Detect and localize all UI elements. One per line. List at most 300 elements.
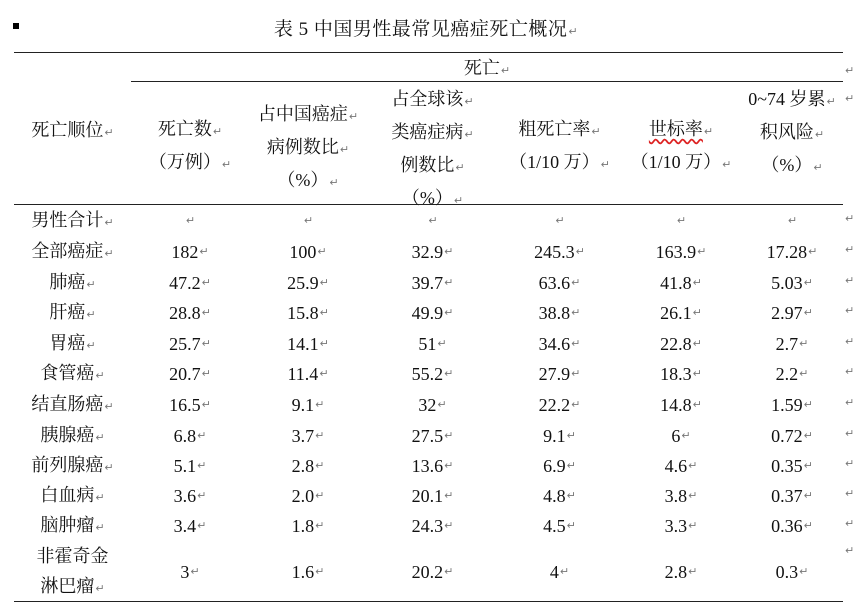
- table-cell: [741, 298, 843, 328]
- cell-value: 3.3: [664, 516, 688, 536]
- paragraph-mark: ↵: [86, 338, 96, 352]
- header-text-line: 男性合计: [31, 209, 104, 230]
- paragraph-mark: ↵: [692, 337, 702, 350]
- header-row-label: [14, 115, 131, 148]
- paragraph-mark: ↵: [95, 490, 105, 504]
- cell-value: 2.2: [775, 364, 799, 384]
- paragraph-mark: ↵: [104, 215, 114, 229]
- table-cell: [741, 481, 843, 511]
- paragraph-mark: ↵: [566, 489, 576, 502]
- row-end-mark: ↵: [845, 243, 854, 256]
- header-text-line: 类癌症病: [391, 122, 464, 142]
- paragraph-mark: ↵: [199, 245, 209, 258]
- table-cell: [621, 390, 741, 420]
- paragraph-mark: ↵: [688, 519, 698, 532]
- cell-value: 3.7: [291, 426, 315, 446]
- paragraph-mark: ↵: [201, 276, 211, 289]
- header-text-line: （1/10 万）: [630, 152, 722, 172]
- row-label: [14, 298, 131, 328]
- paragraph-mark: ↵: [201, 337, 211, 350]
- header-text-line: 食管癌: [40, 362, 95, 383]
- paragraph-mark: ↵: [348, 110, 359, 123]
- cell-value: 2.8: [664, 562, 688, 582]
- cell-value: 25.7: [169, 334, 201, 354]
- table-cell: [741, 511, 843, 541]
- cell-value: 0.3: [775, 562, 799, 582]
- cell-value: 163.9: [655, 242, 697, 262]
- paragraph-mark: ↵: [95, 581, 105, 595]
- cell-value: 20.7: [169, 364, 201, 384]
- row-label: [14, 481, 131, 511]
- table-cell: [621, 359, 741, 389]
- cell-value: 2.8: [291, 456, 315, 476]
- header-text-line: 病例数比: [266, 137, 339, 157]
- cell-value: 47.2: [169, 273, 201, 293]
- table-cell: [131, 237, 249, 267]
- table-caption: [0, 14, 852, 41]
- table-cell: [249, 421, 367, 451]
- table-cell: [741, 390, 843, 420]
- row-end-mark: ↵: [845, 335, 854, 348]
- cell-value: 5.03: [771, 273, 803, 293]
- cell-value: 18.3: [660, 364, 692, 384]
- cell-value: 15.8: [287, 303, 319, 323]
- table-cell: [131, 298, 249, 328]
- paragraph-mark: ↵: [190, 565, 200, 578]
- cell-value: 20.1: [411, 486, 444, 506]
- table-cell: [498, 481, 621, 511]
- paragraph-mark: ↵: [575, 245, 585, 258]
- paragraph-mark: ↵: [803, 459, 813, 472]
- cell-value: 100: [289, 242, 317, 262]
- row-end-mark: ↵: [845, 396, 854, 409]
- table-cell: [367, 451, 498, 481]
- paragraph-mark: ↵: [464, 95, 474, 108]
- table-cell: [131, 206, 249, 236]
- table-cell: [249, 390, 367, 420]
- header-text-line: 例数比: [400, 155, 455, 175]
- cell-value: 38.8: [538, 303, 571, 323]
- table-cell: [249, 237, 367, 267]
- cell-value: 2.97: [771, 303, 803, 323]
- paragraph-mark: ↵: [688, 459, 698, 472]
- paragraph-mark: ↵: [799, 337, 809, 350]
- table-cell: [131, 421, 249, 451]
- cell-value: 4.8: [543, 486, 566, 506]
- paragraph-mark: ↵: [319, 276, 329, 289]
- row-end-mark: ↵: [845, 304, 854, 317]
- header-text-line: 死亡顺位: [31, 120, 104, 140]
- paragraph-mark: ↵: [803, 519, 813, 532]
- table-cell: [621, 206, 741, 236]
- table-cell: [498, 451, 621, 481]
- paragraph-mark: ↵: [95, 430, 105, 444]
- paragraph-mark: ↵: [826, 95, 836, 108]
- caption-number: 表 5: [273, 19, 309, 40]
- cell-value: 32: [418, 395, 437, 415]
- header-text-line: （%）: [761, 155, 813, 175]
- table-cell: [131, 557, 249, 587]
- header-text-line: 粗死亡率: [518, 119, 591, 139]
- row-label: [14, 511, 131, 541]
- paragraph-mark: ↵: [315, 519, 325, 532]
- header-text-line: 胰腺癌: [40, 424, 95, 445]
- paragraph-mark: ↵: [464, 128, 474, 141]
- paragraph-mark: ↵: [428, 214, 438, 227]
- paragraph-mark: ↵: [692, 276, 702, 289]
- header-text-line: 占全球该: [391, 89, 464, 109]
- paragraph-mark: ↵: [799, 367, 809, 380]
- paragraph-mark: ↵: [555, 214, 565, 227]
- header-column-6: [741, 84, 843, 183]
- paragraph-mark: ↵: [437, 398, 447, 411]
- paragraph-mark: ↵: [681, 429, 691, 442]
- paragraph-mark: ↵: [559, 565, 570, 578]
- row-label: [14, 359, 131, 389]
- paragraph-mark: ↵: [571, 276, 581, 289]
- table-cell: [131, 511, 249, 541]
- cell-value: 4.6: [664, 456, 688, 476]
- header-text-line: （1/10 万）: [509, 152, 600, 172]
- cell-value: 20.2: [411, 562, 444, 582]
- cell-value: 25.9: [287, 273, 319, 293]
- paragraph-mark: ↵: [339, 143, 350, 156]
- header-column-1: [131, 114, 249, 180]
- paragraph-mark: ↵: [803, 276, 813, 289]
- header-text-line: 非霍奇金: [36, 545, 109, 566]
- paragraph-mark: ↵: [197, 459, 207, 472]
- cell-value: 9.1: [543, 426, 566, 446]
- cell-value: 41.8: [660, 273, 692, 293]
- header-text-line: 前列腺癌: [31, 454, 104, 475]
- table-cell: [498, 298, 621, 328]
- table-cell: [621, 451, 741, 481]
- table-cell: [367, 298, 498, 328]
- paragraph-mark: ↵: [566, 519, 576, 532]
- paragraph-mark: ↵: [571, 337, 581, 350]
- header-text-line: 占中国癌症: [257, 104, 348, 124]
- row-label: [14, 268, 131, 298]
- header-text-line: 白血病: [40, 484, 95, 505]
- row-label: [14, 237, 131, 267]
- paragraph-mark: ↵: [722, 158, 732, 171]
- table-cell: [131, 451, 249, 481]
- table-cell: [249, 481, 367, 511]
- paragraph-mark: ↵: [803, 429, 813, 442]
- paragraph-mark: ↵: [437, 337, 447, 350]
- paragraph-mark: ↵: [201, 367, 211, 380]
- cell-value: 22.8: [660, 334, 692, 354]
- table-cell: [621, 329, 741, 359]
- header-text-line: 积风险: [759, 122, 814, 142]
- paragraph-mark: ↵: [814, 128, 825, 141]
- table-cell: [367, 237, 498, 267]
- row-label: [14, 206, 131, 236]
- paragraph-mark: ↵: [444, 565, 454, 578]
- cell-value: 3: [180, 562, 190, 582]
- cell-value: 3.6: [173, 486, 197, 506]
- cell-value: 63.6: [538, 273, 571, 293]
- table-cell: [498, 237, 621, 267]
- paragraph-mark: ↵: [568, 25, 579, 38]
- table-cell: [367, 390, 498, 420]
- table-cell: [367, 268, 498, 298]
- paragraph-mark: ↵: [86, 277, 96, 291]
- table-cell: [621, 421, 741, 451]
- table-cell: [741, 451, 843, 481]
- table-cell: [498, 359, 621, 389]
- table-cell: [498, 421, 621, 451]
- paragraph-mark: ↵: [197, 489, 207, 502]
- row-label: [14, 390, 131, 420]
- paragraph-mark: ↵: [444, 276, 454, 289]
- table-cell: [498, 390, 621, 420]
- table-bottom-rule: [14, 601, 843, 602]
- paragraph-mark: ↵: [600, 158, 610, 171]
- table-cell: [249, 511, 367, 541]
- paragraph-mark: ↵: [315, 429, 325, 442]
- cell-value: 16.5: [169, 395, 201, 415]
- cell-value: 6.9: [543, 456, 566, 476]
- cell-value: 3.8: [664, 486, 688, 506]
- row-end-mark: ↵: [845, 517, 854, 530]
- table-cell: [367, 206, 498, 236]
- row-end-mark: ↵: [845, 427, 854, 440]
- header-column-5: [621, 114, 741, 180]
- paragraph-mark: ↵: [197, 429, 207, 442]
- paragraph-mark: ↵: [86, 307, 96, 321]
- paragraph-mark: ↵: [185, 214, 196, 227]
- paragraph-mark: ↵: [803, 398, 813, 411]
- cell-value: 0.72: [771, 426, 803, 446]
- header-text-line: （%）: [277, 170, 329, 190]
- paragraph-mark: ↵: [808, 245, 818, 258]
- header-text-line: （%）: [401, 188, 453, 208]
- cell-value: 0.36: [771, 516, 803, 536]
- cell-value: 4: [549, 562, 559, 582]
- table-top-rule: [14, 52, 843, 53]
- table-cell: [498, 206, 621, 236]
- table-cell: [621, 511, 741, 541]
- header-text-line: 0~74 岁累: [748, 89, 826, 109]
- paragraph-mark: ↵: [201, 306, 211, 319]
- table-cell: [249, 329, 367, 359]
- paragraph-mark: ↵: [591, 125, 601, 138]
- paragraph-mark: ↵: [566, 459, 576, 472]
- paragraph-mark: ↵: [787, 214, 798, 227]
- paragraph-mark: ↵: [197, 519, 207, 532]
- row-end-mark: ↵: [845, 274, 854, 287]
- paragraph-mark: ↵: [95, 520, 105, 534]
- cell-value: 11.4: [287, 364, 319, 384]
- paragraph-mark: ↵: [803, 306, 813, 319]
- row-end-mark: ↵: [845, 92, 854, 105]
- cell-value: 14.8: [660, 395, 692, 415]
- header-span-death: [131, 54, 843, 80]
- cell-value: 13.6: [411, 456, 444, 476]
- paragraph-mark: ↵: [221, 158, 232, 171]
- table-cell: [367, 481, 498, 511]
- paragraph-mark: ↵: [315, 459, 325, 472]
- table-cell: [741, 268, 843, 298]
- paragraph-mark: ↵: [444, 519, 454, 532]
- cell-value: 245.3: [534, 242, 575, 262]
- table-cell: [131, 359, 249, 389]
- cell-value: 34.6: [538, 334, 571, 354]
- cell-value: 27.5: [411, 426, 444, 446]
- paragraph-mark: ↵: [104, 126, 114, 139]
- paragraph-mark: ↵: [676, 214, 687, 227]
- paragraph-mark: ↵: [703, 125, 714, 138]
- paragraph-mark: ↵: [500, 64, 511, 77]
- paragraph-mark: ↵: [315, 489, 325, 502]
- table-cell: [741, 421, 843, 451]
- row-end-mark: ↵: [845, 487, 854, 500]
- cell-value: 49.9: [411, 303, 444, 323]
- table-cell: [131, 481, 249, 511]
- table-cell: [741, 359, 843, 389]
- cell-value: 1.6: [291, 562, 315, 582]
- table-cell: [131, 390, 249, 420]
- header-column-4: [498, 114, 621, 180]
- table-cell: [741, 329, 843, 359]
- cell-value: 26.1: [660, 303, 692, 323]
- table-cell: [249, 451, 367, 481]
- header-text-line: 肝癌: [49, 301, 86, 322]
- paragraph-mark: ↵: [566, 429, 576, 442]
- header-span-rule: [131, 81, 843, 82]
- paragraph-mark: ↵: [813, 161, 823, 174]
- paragraph-mark: ↵: [571, 367, 581, 380]
- table-cell: [621, 298, 741, 328]
- row-label: [14, 451, 131, 481]
- paragraph-mark: ↵: [104, 246, 114, 260]
- paragraph-mark: ↵: [315, 398, 325, 411]
- table-cell: [249, 359, 367, 389]
- cell-value: 32.9: [411, 242, 444, 262]
- header-column-3: [367, 84, 498, 216]
- table-cell: [621, 268, 741, 298]
- table-cell: [367, 329, 498, 359]
- paragraph-mark: ↵: [688, 565, 698, 578]
- paragraph-mark: ↵: [212, 125, 223, 138]
- table-cell: [621, 481, 741, 511]
- table-cell: [741, 206, 843, 236]
- cell-value: 4.5: [543, 516, 566, 536]
- paragraph-mark: ↵: [303, 214, 314, 227]
- cell-value: 0.35: [771, 456, 803, 476]
- header-text-line: 全部癌症: [31, 240, 104, 261]
- table-cell: [741, 237, 843, 267]
- paragraph-mark: ↵: [444, 306, 454, 319]
- table-cell: [498, 329, 621, 359]
- row-label: [14, 542, 131, 602]
- paragraph-mark: ↵: [799, 565, 809, 578]
- cell-value: 24.3: [411, 516, 444, 536]
- paragraph-mark: ↵: [315, 565, 325, 578]
- cell-value: 3.4: [173, 516, 197, 536]
- header-text-line: 世标率: [648, 119, 703, 139]
- header-text-line: （万例）: [148, 152, 221, 172]
- paragraph-mark: ↵: [444, 459, 454, 472]
- paragraph-mark: ↵: [319, 367, 329, 380]
- cell-value: 5.1: [173, 456, 197, 476]
- header-text-line: 死亡数: [157, 119, 212, 139]
- table-cell: [367, 557, 498, 587]
- cell-value: 9.1: [291, 395, 315, 415]
- header-column-2: [249, 99, 367, 198]
- table-cell: [249, 268, 367, 298]
- table-cell: [621, 237, 741, 267]
- cell-value: 22.2: [538, 395, 571, 415]
- table-cell: [131, 329, 249, 359]
- paragraph-mark: ↵: [317, 245, 327, 258]
- row-end-mark: ↵: [845, 212, 854, 225]
- cell-value: 27.9: [538, 364, 571, 384]
- header-span-label: 死亡: [463, 58, 500, 78]
- paragraph-mark: ↵: [453, 194, 464, 207]
- paragraph-mark: ↵: [95, 368, 105, 382]
- cell-value: 17.28: [766, 242, 808, 262]
- table-cell: [367, 421, 498, 451]
- table-cell: [249, 206, 367, 236]
- header-text-line: 结直肠癌: [31, 393, 104, 414]
- table-cell: [367, 359, 498, 389]
- paragraph-mark: ↵: [571, 398, 581, 411]
- paragraph-mark: ↵: [692, 367, 702, 380]
- row-label: [14, 329, 131, 359]
- cell-value: 1.8: [291, 516, 315, 536]
- table-cell: [131, 268, 249, 298]
- paragraph-mark: ↵: [319, 337, 329, 350]
- paragraph-mark: ↵: [329, 176, 339, 189]
- paragraph-mark: ↵: [692, 398, 702, 411]
- cell-value: 39.7: [411, 273, 444, 293]
- row-end-mark: ↵: [845, 365, 854, 378]
- caption-text: 中国男性最常见癌症死亡概况: [313, 19, 568, 40]
- paragraph-mark: ↵: [104, 399, 114, 413]
- paragraph-mark: ↵: [104, 460, 114, 474]
- paragraph-mark: ↵: [692, 306, 702, 319]
- paragraph-mark: ↵: [444, 245, 454, 258]
- paragraph-mark: ↵: [444, 489, 454, 502]
- table-cell: [498, 511, 621, 541]
- cell-value: 0.37: [771, 486, 803, 506]
- cell-value: 182: [171, 242, 199, 262]
- paragraph-mark: ↵: [444, 429, 454, 442]
- table-cell: [498, 557, 621, 587]
- row-end-mark: ↵: [845, 64, 854, 77]
- cell-value: 6.8: [173, 426, 197, 446]
- cell-value: 28.8: [169, 303, 201, 323]
- table-cell: [741, 557, 843, 587]
- cell-value: 1.59: [771, 395, 803, 415]
- cell-value: 2.0: [291, 486, 315, 506]
- header-text-line: 肺癌: [49, 271, 86, 292]
- cell-value: 55.2: [411, 364, 444, 384]
- paragraph-mark: ↵: [444, 367, 454, 380]
- table-cell: [621, 557, 741, 587]
- paragraph-mark: ↵: [201, 398, 211, 411]
- paragraph-mark: ↵: [803, 489, 813, 502]
- cell-value: 14.1: [287, 334, 319, 354]
- header-text-line: 胃癌: [49, 332, 86, 353]
- paragraph-mark: ↵: [688, 489, 698, 502]
- row-end-mark: ↵: [845, 544, 854, 557]
- header-text-line: 淋巴瘤: [40, 575, 95, 596]
- table-cell: [367, 511, 498, 541]
- row-end-mark: ↵: [845, 457, 854, 470]
